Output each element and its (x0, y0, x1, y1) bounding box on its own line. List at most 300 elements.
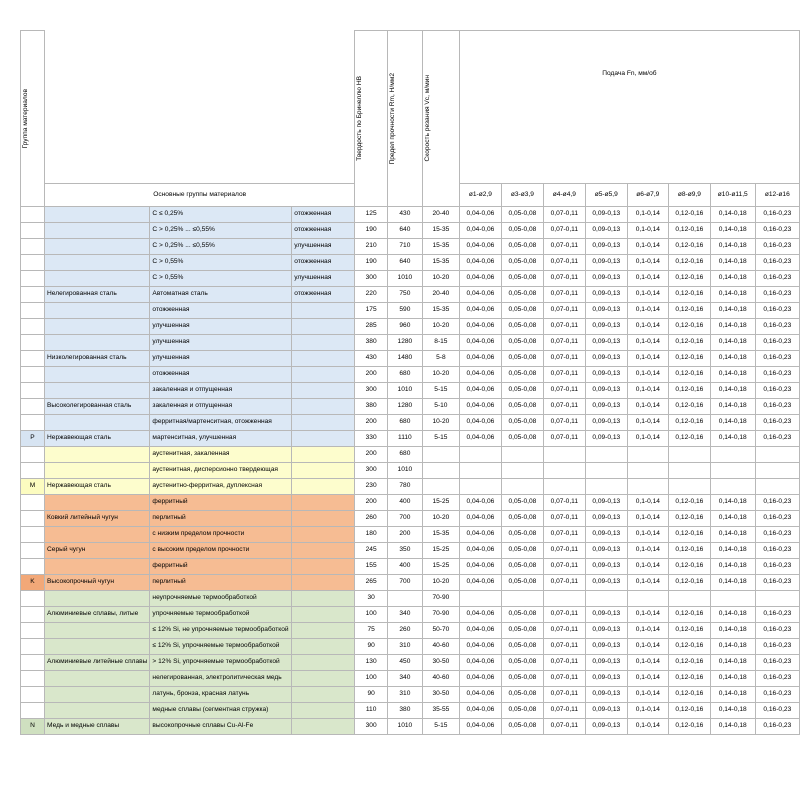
cell-group-letter[interactable] (21, 607, 45, 623)
cell-feed-7[interactable] (710, 479, 755, 495)
cell-feed-3[interactable]: 0,07-0,11 (543, 303, 585, 319)
cell-hardness[interactable]: 190 (355, 223, 388, 239)
cell-feed-1[interactable]: 0,04-0,06 (459, 287, 501, 303)
cell-feed-3[interactable]: 0,07-0,11 (543, 207, 585, 223)
cell-category[interactable] (45, 303, 150, 319)
cell-group-letter[interactable] (21, 559, 45, 575)
cell-feed-6[interactable]: 0,12-0,16 (668, 399, 710, 415)
cell-feed-1[interactable]: 0,04-0,06 (459, 607, 501, 623)
cell-category[interactable]: Нержавеющая сталь (45, 479, 150, 495)
cell-feed-6[interactable]: 0,12-0,16 (668, 207, 710, 223)
cell-feed-1[interactable]: 0,04-0,06 (459, 575, 501, 591)
cell-feed-3[interactable] (543, 591, 585, 607)
cell-feed-2[interactable]: 0,05-0,08 (501, 335, 543, 351)
cell-feed-5[interactable]: 0,1-0,14 (627, 703, 668, 719)
cell-strength[interactable]: 350 (387, 543, 422, 559)
cell-hardness[interactable]: 75 (355, 623, 388, 639)
cell-hardness[interactable]: 190 (355, 255, 388, 271)
cell-subtype[interactable]: улучшенная (150, 335, 292, 351)
cell-subtype[interactable]: > 12% Si, упрочняемые термообработкой (150, 655, 292, 671)
cell-cutting-speed[interactable]: 15-35 (422, 239, 459, 255)
cell-feed-2[interactable]: 0,05-0,08 (501, 575, 543, 591)
cell-feed-2[interactable]: 0,05-0,08 (501, 543, 543, 559)
cell-subtype[interactable]: улучшенная (150, 351, 292, 367)
cell-feed-5[interactable]: 0,1-0,14 (627, 239, 668, 255)
cell-subtype[interactable]: C ≤ 0,25% (150, 207, 292, 223)
cell-feed-5[interactable]: 0,1-0,14 (627, 287, 668, 303)
cell-feed-6[interactable]: 0,12-0,16 (668, 623, 710, 639)
cell-feed-6[interactable]: 0,12-0,16 (668, 511, 710, 527)
cell-feed-1[interactable]: 0,04-0,06 (459, 271, 501, 287)
cell-group-letter[interactable] (21, 463, 45, 479)
cell-feed-3[interactable] (543, 479, 585, 495)
cell-cutting-speed[interactable]: 15-35 (422, 527, 459, 543)
cell-group-letter[interactable] (21, 303, 45, 319)
cell-feed-2[interactable]: 0,05-0,08 (501, 655, 543, 671)
cell-feed-5[interactable]: 0,1-0,14 (627, 207, 668, 223)
cell-strength[interactable]: 200 (387, 527, 422, 543)
cell-feed-5[interactable]: 0,1-0,14 (627, 687, 668, 703)
cell-feed-5[interactable]: 0,1-0,14 (627, 559, 668, 575)
cell-feed-2[interactable]: 0,05-0,08 (501, 351, 543, 367)
cell-feed-1[interactable]: 0,04-0,06 (459, 383, 501, 399)
cell-feed-8[interactable]: 0,16-0,23 (755, 319, 799, 335)
cell-category[interactable]: Высоколегированная сталь (45, 399, 150, 415)
cell-feed-3[interactable]: 0,07-0,11 (543, 623, 585, 639)
cell-strength[interactable]: 1010 (387, 271, 422, 287)
cell-category[interactable] (45, 207, 150, 223)
cell-feed-6[interactable]: 0,12-0,16 (668, 719, 710, 735)
cell-condition[interactable] (292, 383, 355, 399)
cell-feed-8[interactable]: 0,16-0,23 (755, 607, 799, 623)
cell-hardness[interactable]: 300 (355, 719, 388, 735)
cell-feed-1[interactable]: 0,04-0,06 (459, 687, 501, 703)
cell-feed-6[interactable]: 0,12-0,16 (668, 687, 710, 703)
cell-strength[interactable]: 680 (387, 367, 422, 383)
cell-category[interactable]: Низколегированная сталь (45, 351, 150, 367)
cell-group-letter[interactable] (21, 239, 45, 255)
cell-feed-1[interactable]: 0,04-0,06 (459, 511, 501, 527)
cell-feed-6[interactable]: 0,12-0,16 (668, 287, 710, 303)
cell-cutting-speed[interactable]: 10-20 (422, 511, 459, 527)
cell-feed-5[interactable]: 0,1-0,14 (627, 351, 668, 367)
cell-subtype[interactable]: мартенситная, улучшенная (150, 431, 292, 447)
cell-cutting-speed[interactable]: 5-15 (422, 383, 459, 399)
cell-feed-8[interactable]: 0,16-0,23 (755, 511, 799, 527)
cell-feed-6[interactable]: 0,12-0,16 (668, 559, 710, 575)
cell-feed-8[interactable]: 0,16-0,23 (755, 287, 799, 303)
cell-strength[interactable]: 1280 (387, 335, 422, 351)
cell-feed-7[interactable]: 0,14-0,18 (710, 351, 755, 367)
cell-cutting-speed[interactable]: 5-15 (422, 719, 459, 735)
cell-feed-8[interactable]: 0,16-0,23 (755, 719, 799, 735)
cell-feed-5[interactable]: 0,1-0,14 (627, 639, 668, 655)
cell-group-letter[interactable] (21, 287, 45, 303)
cell-feed-3[interactable]: 0,07-0,11 (543, 639, 585, 655)
cell-feed-3[interactable]: 0,07-0,11 (543, 383, 585, 399)
cell-feed-5[interactable]: 0,1-0,14 (627, 511, 668, 527)
cell-feed-5[interactable]: 0,1-0,14 (627, 607, 668, 623)
cell-cutting-speed[interactable]: 15-25 (422, 543, 459, 559)
cell-feed-4[interactable]: 0,09-0,13 (585, 255, 627, 271)
cell-group-letter[interactable] (21, 687, 45, 703)
cell-feed-5[interactable]: 0,1-0,14 (627, 367, 668, 383)
cell-feed-5[interactable] (627, 591, 668, 607)
cell-strength[interactable]: 310 (387, 687, 422, 703)
cell-group-letter[interactable] (21, 207, 45, 223)
cell-strength[interactable] (387, 591, 422, 607)
cell-feed-3[interactable]: 0,07-0,11 (543, 319, 585, 335)
cell-feed-3[interactable]: 0,07-0,11 (543, 271, 585, 287)
cell-feed-6[interactable]: 0,12-0,16 (668, 703, 710, 719)
cell-cutting-speed[interactable]: 5-10 (422, 399, 459, 415)
cell-feed-3[interactable]: 0,07-0,11 (543, 367, 585, 383)
cell-feed-4[interactable]: 0,09-0,13 (585, 543, 627, 559)
cell-feed-3[interactable]: 0,07-0,11 (543, 415, 585, 431)
cell-group-letter[interactable] (21, 351, 45, 367)
cell-subtype[interactable]: перлитный (150, 575, 292, 591)
cell-feed-7[interactable]: 0,14-0,18 (710, 207, 755, 223)
cell-category[interactable]: Высокопрочный чугун (45, 575, 150, 591)
cell-feed-5[interactable]: 0,1-0,14 (627, 527, 668, 543)
cell-feed-8[interactable]: 0,16-0,23 (755, 527, 799, 543)
cell-category[interactable] (45, 687, 150, 703)
cell-feed-5[interactable]: 0,1-0,14 (627, 431, 668, 447)
cell-hardness[interactable]: 175 (355, 303, 388, 319)
cell-condition[interactable] (292, 623, 355, 639)
cell-feed-4[interactable]: 0,09-0,13 (585, 303, 627, 319)
cell-feed-4[interactable]: 0,09-0,13 (585, 511, 627, 527)
cell-feed-7[interactable]: 0,14-0,18 (710, 239, 755, 255)
cell-feed-8[interactable]: 0,16-0,23 (755, 207, 799, 223)
cell-feed-1[interactable]: 0,04-0,06 (459, 719, 501, 735)
cell-strength[interactable]: 1110 (387, 431, 422, 447)
cell-feed-5[interactable]: 0,1-0,14 (627, 383, 668, 399)
cell-feed-7[interactable]: 0,14-0,18 (710, 527, 755, 543)
cell-group-letter[interactable] (21, 543, 45, 559)
cell-feed-8[interactable]: 0,16-0,23 (755, 575, 799, 591)
cell-condition[interactable] (292, 495, 355, 511)
cell-hardness[interactable]: 180 (355, 527, 388, 543)
cell-feed-6[interactable]: 0,12-0,16 (668, 527, 710, 543)
cell-feed-8[interactable]: 0,16-0,23 (755, 383, 799, 399)
cell-hardness[interactable]: 300 (355, 271, 388, 287)
cell-subtype[interactable]: ≤ 12% Si, упрочняемые термообработкой (150, 639, 292, 655)
cell-feed-7[interactable]: 0,14-0,18 (710, 431, 755, 447)
cell-category[interactable] (45, 447, 150, 463)
cell-feed-4[interactable]: 0,09-0,13 (585, 431, 627, 447)
cell-feed-7[interactable]: 0,14-0,18 (710, 303, 755, 319)
cell-feed-1[interactable]: 0,04-0,06 (459, 351, 501, 367)
cell-subtype[interactable]: латунь, бронза, красная латунь (150, 687, 292, 703)
cell-feed-2[interactable] (501, 479, 543, 495)
cell-feed-1[interactable] (459, 479, 501, 495)
cell-cutting-speed[interactable]: 15-25 (422, 495, 459, 511)
cell-feed-6[interactable]: 0,12-0,16 (668, 383, 710, 399)
cell-feed-3[interactable]: 0,07-0,11 (543, 543, 585, 559)
cell-group-letter[interactable] (21, 495, 45, 511)
cell-feed-2[interactable]: 0,05-0,08 (501, 367, 543, 383)
cell-condition[interactable] (292, 655, 355, 671)
cell-category[interactable]: Ковкий литейный чугун (45, 511, 150, 527)
cell-feed-2[interactable]: 0,05-0,08 (501, 399, 543, 415)
cell-hardness[interactable]: 265 (355, 575, 388, 591)
cell-subtype[interactable]: упрочняемые термообработкой (150, 607, 292, 623)
cell-strength[interactable]: 1010 (387, 463, 422, 479)
cell-hardness[interactable]: 90 (355, 687, 388, 703)
cell-category[interactable]: Нержавеющая сталь (45, 431, 150, 447)
cell-subtype[interactable]: аустенитная, закаленная (150, 447, 292, 463)
cell-hardness[interactable]: 100 (355, 671, 388, 687)
cell-condition[interactable]: улучшенная (292, 239, 355, 255)
cell-feed-8[interactable]: 0,16-0,23 (755, 543, 799, 559)
cell-strength[interactable]: 260 (387, 623, 422, 639)
cell-subtype[interactable]: ферритная/мартенситная, отожженная (150, 415, 292, 431)
cell-hardness[interactable]: 200 (355, 447, 388, 463)
cell-feed-1[interactable]: 0,04-0,06 (459, 207, 501, 223)
cell-group-letter[interactable] (21, 591, 45, 607)
cell-group-letter[interactable] (21, 415, 45, 431)
cell-feed-5[interactable]: 0,1-0,14 (627, 255, 668, 271)
cell-feed-5[interactable]: 0,1-0,14 (627, 319, 668, 335)
cell-category[interactable] (45, 527, 150, 543)
cell-feed-7[interactable]: 0,14-0,18 (710, 399, 755, 415)
cell-feed-2[interactable]: 0,05-0,08 (501, 719, 543, 735)
cell-condition[interactable] (292, 575, 355, 591)
cell-feed-3[interactable]: 0,07-0,11 (543, 399, 585, 415)
cell-subtype[interactable]: аустенитно-ферритная, дуплексная (150, 479, 292, 495)
cell-feed-7[interactable]: 0,14-0,18 (710, 319, 755, 335)
cell-feed-6[interactable]: 0,12-0,16 (668, 543, 710, 559)
cell-feed-3[interactable]: 0,07-0,11 (543, 703, 585, 719)
cell-feed-5[interactable] (627, 463, 668, 479)
cell-feed-7[interactable]: 0,14-0,18 (710, 703, 755, 719)
cell-feed-1[interactable]: 0,04-0,06 (459, 319, 501, 335)
cell-feed-8[interactable]: 0,16-0,23 (755, 303, 799, 319)
cell-subtype[interactable]: ферритный (150, 559, 292, 575)
cell-feed-7[interactable]: 0,14-0,18 (710, 559, 755, 575)
cell-feed-5[interactable]: 0,1-0,14 (627, 623, 668, 639)
cell-cutting-speed[interactable] (422, 463, 459, 479)
cell-hardness[interactable]: 230 (355, 479, 388, 495)
cell-subtype[interactable]: неупрочняемые термообработкой (150, 591, 292, 607)
cell-feed-2[interactable]: 0,05-0,08 (501, 255, 543, 271)
cell-feed-3[interactable]: 0,07-0,11 (543, 719, 585, 735)
cell-subtype[interactable]: перлитный (150, 511, 292, 527)
cell-feed-2[interactable] (501, 447, 543, 463)
cell-feed-5[interactable]: 0,1-0,14 (627, 223, 668, 239)
cell-strength[interactable]: 430 (387, 207, 422, 223)
cell-feed-7[interactable]: 0,14-0,18 (710, 623, 755, 639)
cell-cutting-speed[interactable]: 70-90 (422, 607, 459, 623)
cell-feed-3[interactable]: 0,07-0,11 (543, 223, 585, 239)
cell-feed-8[interactable]: 0,16-0,23 (755, 367, 799, 383)
cell-feed-8[interactable]: 0,16-0,23 (755, 495, 799, 511)
cell-condition[interactable]: отожженная (292, 207, 355, 223)
cell-feed-2[interactable]: 0,05-0,08 (501, 671, 543, 687)
cell-feed-2[interactable]: 0,05-0,08 (501, 687, 543, 703)
cell-feed-8[interactable]: 0,16-0,23 (755, 639, 799, 655)
cell-strength[interactable]: 700 (387, 575, 422, 591)
cell-feed-4[interactable]: 0,09-0,13 (585, 575, 627, 591)
cell-strength[interactable]: 400 (387, 495, 422, 511)
cell-feed-4[interactable] (585, 447, 627, 463)
cell-group-letter[interactable] (21, 319, 45, 335)
cell-feed-7[interactable]: 0,14-0,18 (710, 335, 755, 351)
cell-feed-4[interactable]: 0,09-0,13 (585, 703, 627, 719)
cell-feed-8[interactable]: 0,16-0,23 (755, 239, 799, 255)
cell-strength[interactable]: 310 (387, 639, 422, 655)
cell-feed-8[interactable] (755, 591, 799, 607)
cell-feed-3[interactable]: 0,07-0,11 (543, 287, 585, 303)
cell-hardness[interactable]: 300 (355, 463, 388, 479)
cell-cutting-speed[interactable]: 5-8 (422, 351, 459, 367)
cell-feed-4[interactable]: 0,09-0,13 (585, 287, 627, 303)
cell-condition[interactable] (292, 479, 355, 495)
cell-cutting-speed[interactable]: 10-20 (422, 367, 459, 383)
cell-feed-4[interactable] (585, 463, 627, 479)
cell-condition[interactable] (292, 447, 355, 463)
cell-subtype[interactable]: Автоматная сталь (150, 287, 292, 303)
cell-feed-7[interactable] (710, 591, 755, 607)
cell-feed-7[interactable]: 0,14-0,18 (710, 511, 755, 527)
cell-condition[interactable] (292, 335, 355, 351)
cell-cutting-speed[interactable]: 15-35 (422, 303, 459, 319)
cell-category[interactable] (45, 367, 150, 383)
cell-condition[interactable]: отожженная (292, 223, 355, 239)
cell-feed-7[interactable]: 0,14-0,18 (710, 415, 755, 431)
cell-feed-5[interactable]: 0,1-0,14 (627, 655, 668, 671)
cell-category[interactable] (45, 639, 150, 655)
cell-feed-1[interactable]: 0,04-0,06 (459, 303, 501, 319)
cell-strength[interactable]: 400 (387, 559, 422, 575)
cell-feed-3[interactable]: 0,07-0,11 (543, 239, 585, 255)
cell-feed-8[interactable]: 0,16-0,23 (755, 399, 799, 415)
cell-condition[interactable] (292, 303, 355, 319)
cell-feed-2[interactable]: 0,05-0,08 (501, 383, 543, 399)
cell-feed-8[interactable]: 0,16-0,23 (755, 431, 799, 447)
cell-feed-7[interactable]: 0,14-0,18 (710, 655, 755, 671)
cell-hardness[interactable]: 155 (355, 559, 388, 575)
cell-feed-5[interactable]: 0,1-0,14 (627, 271, 668, 287)
cell-feed-8[interactable]: 0,16-0,23 (755, 703, 799, 719)
cell-condition[interactable] (292, 719, 355, 735)
cell-category[interactable] (45, 623, 150, 639)
cell-feed-4[interactable]: 0,09-0,13 (585, 527, 627, 543)
cell-feed-7[interactable]: 0,14-0,18 (710, 671, 755, 687)
cell-feed-1[interactable]: 0,04-0,06 (459, 399, 501, 415)
cell-feed-2[interactable]: 0,05-0,08 (501, 703, 543, 719)
cell-condition[interactable]: улучшенная (292, 271, 355, 287)
cell-feed-4[interactable]: 0,09-0,13 (585, 559, 627, 575)
cell-strength[interactable]: 710 (387, 239, 422, 255)
cell-feed-2[interactable]: 0,05-0,08 (501, 239, 543, 255)
cell-feed-6[interactable]: 0,12-0,16 (668, 351, 710, 367)
cell-hardness[interactable]: 200 (355, 415, 388, 431)
cell-feed-7[interactable]: 0,14-0,18 (710, 255, 755, 271)
cell-hardness[interactable]: 380 (355, 399, 388, 415)
cell-feed-1[interactable]: 0,04-0,06 (459, 559, 501, 575)
cell-feed-1[interactable]: 0,04-0,06 (459, 495, 501, 511)
cell-category[interactable]: Серый чугун (45, 543, 150, 559)
cell-cutting-speed[interactable]: 50-70 (422, 623, 459, 639)
cell-feed-6[interactable] (668, 591, 710, 607)
cell-subtype[interactable]: отожженная (150, 303, 292, 319)
cell-strength[interactable]: 1480 (387, 351, 422, 367)
cell-subtype[interactable]: C > 0,55% (150, 255, 292, 271)
cell-feed-2[interactable]: 0,05-0,08 (501, 511, 543, 527)
cell-feed-3[interactable]: 0,07-0,11 (543, 559, 585, 575)
cell-hardness[interactable]: 285 (355, 319, 388, 335)
cell-strength[interactable]: 700 (387, 511, 422, 527)
cell-group-letter[interactable] (21, 399, 45, 415)
cell-feed-1[interactable] (459, 447, 501, 463)
cell-subtype[interactable]: C > 0,25% ... ≤0,55% (150, 223, 292, 239)
cell-feed-6[interactable] (668, 447, 710, 463)
cell-category[interactable] (45, 335, 150, 351)
cell-category[interactable] (45, 591, 150, 607)
cell-feed-8[interactable]: 0,16-0,23 (755, 335, 799, 351)
cell-feed-2[interactable]: 0,05-0,08 (501, 607, 543, 623)
cell-feed-3[interactable]: 0,07-0,11 (543, 575, 585, 591)
cell-feed-1[interactable]: 0,04-0,06 (459, 623, 501, 639)
cell-hardness[interactable]: 220 (355, 287, 388, 303)
cell-feed-2[interactable]: 0,05-0,08 (501, 319, 543, 335)
cell-feed-7[interactable]: 0,14-0,18 (710, 367, 755, 383)
cell-cutting-speed[interactable]: 10-20 (422, 575, 459, 591)
cell-feed-2[interactable]: 0,05-0,08 (501, 415, 543, 431)
cell-group-letter[interactable] (21, 655, 45, 671)
cell-feed-8[interactable]: 0,16-0,23 (755, 223, 799, 239)
cell-feed-7[interactable] (710, 463, 755, 479)
cell-feed-4[interactable] (585, 591, 627, 607)
cell-feed-3[interactable] (543, 447, 585, 463)
cell-category[interactable]: Алюминиевые сплавы, литые (45, 607, 150, 623)
cell-strength[interactable]: 960 (387, 319, 422, 335)
cell-feed-7[interactable]: 0,14-0,18 (710, 271, 755, 287)
cell-feed-5[interactable]: 0,1-0,14 (627, 719, 668, 735)
cell-feed-3[interactable]: 0,07-0,11 (543, 607, 585, 623)
cell-strength[interactable]: 380 (387, 703, 422, 719)
cell-feed-7[interactable]: 0,14-0,18 (710, 607, 755, 623)
cell-cutting-speed[interactable]: 15-35 (422, 255, 459, 271)
cell-cutting-speed[interactable] (422, 479, 459, 495)
cell-feed-7[interactable]: 0,14-0,18 (710, 719, 755, 735)
cell-feed-1[interactable]: 0,04-0,06 (459, 415, 501, 431)
cell-strength[interactable]: 1010 (387, 383, 422, 399)
cell-category[interactable] (45, 383, 150, 399)
cell-condition[interactable] (292, 559, 355, 575)
cell-feed-5[interactable]: 0,1-0,14 (627, 335, 668, 351)
cell-feed-5[interactable]: 0,1-0,14 (627, 399, 668, 415)
cell-feed-6[interactable]: 0,12-0,16 (668, 639, 710, 655)
cell-cutting-speed[interactable]: 20-40 (422, 207, 459, 223)
cell-condition[interactable] (292, 319, 355, 335)
cell-feed-1[interactable]: 0,04-0,06 (459, 335, 501, 351)
cell-category[interactable] (45, 463, 150, 479)
cell-feed-7[interactable]: 0,14-0,18 (710, 687, 755, 703)
cell-feed-6[interactable]: 0,12-0,16 (668, 271, 710, 287)
cell-feed-4[interactable]: 0,09-0,13 (585, 319, 627, 335)
cell-hardness[interactable]: 110 (355, 703, 388, 719)
cell-subtype[interactable]: C > 0,55% (150, 271, 292, 287)
cell-strength[interactable]: 640 (387, 255, 422, 271)
cell-feed-4[interactable] (585, 479, 627, 495)
cell-feed-4[interactable]: 0,09-0,13 (585, 655, 627, 671)
cell-group-letter[interactable]: P (21, 431, 45, 447)
cell-strength[interactable]: 1280 (387, 399, 422, 415)
cell-feed-3[interactable]: 0,07-0,11 (543, 655, 585, 671)
